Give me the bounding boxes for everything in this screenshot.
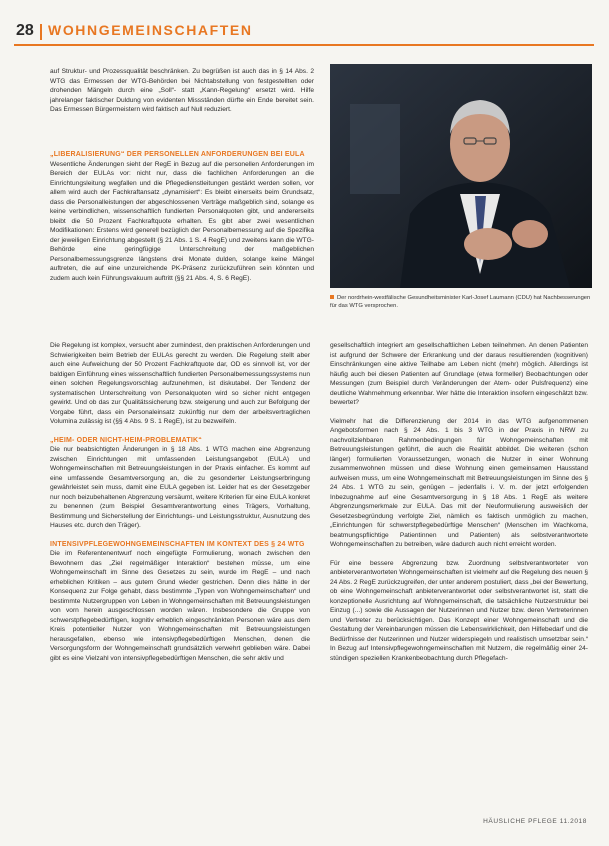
right-paragraph: gesellschaftlich integriert am gesellschaftlichen Leben teilnehmen. An denen Patienten ist aufgrund der Schwere der Erkrankung und der daraus resultierenden (kognitiven) Einschränkungen eine aktive Teilhabe am Leben nicht (mehr) möglich. Allerdings ist häufig auch bei diesen Patienten auf Grundlage (etwa formeller) Beobachtungen oder Messungen (zum Beispiel durch Veränderungen der Atem- oder Pulsfrequenz) eine deutliche Wahrnehmung erkennbar. Wer hätte die Interaktion insofern eingeschätzt bzw. bewertet? (330, 342, 588, 406)
header-divider (40, 24, 42, 40)
intro-paragraph: auf Struktur- und Prozessqualität beschränken. Zu begrüßen ist auch das in § 14 Abs. 2 WTG das Ermessen der WTG-Behörden bei Nichtabstellung von festgestellten oder drohenden Mängeln durch eine „Soll“- statt „Kann-Regelung“ ersetzt wird. Hilfe jahrelanger faktischer Duldung von evidenten Missständen dürfte ein Ende bereitet sein. Das Ermessen Bürgermeistern wird faktisch auf Null reduziert. (50, 68, 314, 113)
right-column (330, 341, 588, 672)
right-paragraph: Für eine bessere Abgrenzung bzw. Zuordnung selbstverantworteter von anbieterverantworteten Wohngemeinschaften ist vielmehr auf die Regelung des neuen § 24 Abs. 2 RegE zurückzugreifen, der unter anderem postuliert, dass „bei der Bewertung, ob eine Wohngemeinschaft anbieterverantwortet oder selbstverantwortet ist, statt die konzeptionelle Ausrichtung auf Wohngemeinschaft, die tatsächliche Nutzerstruktur bei Einzug (...) sowie die Aussagen der Nutzerinnen und Nutzer bzw. deren Vertreterinnen und Vertreter zu berücksichtigen. Das Konzept einer Wohngemeinschaft und die Gestaltung der Vereinbarungen müssen die Lebenswirklichkeit, den Hilfebedarf und die Bedürfnisse der Nutzerinnen und Nutzer widerspiegeln und realistisch umsetzbar sein.“ In Bezug auf Intensivpflegewohngemeinschaften mit Nutzern, die regelmäßig einer 24-stündigen speziellen Krankenbeobachtung durch Pflegefach- (330, 559, 588, 662)
photo-caption (330, 294, 592, 310)
header-rule (14, 44, 594, 46)
caption-text: Der nordrhein-westfälische Gesundheitsminister Karl-Josef Laumann (CDU) hat Nachbesserungen für das WTG versprochen. (330, 295, 591, 309)
minister-photo-illustration (330, 64, 592, 288)
section-heading: „HEIM- ODER NICHT-HEIM-PROBLEMATIK“ (50, 436, 202, 444)
minister-photo (330, 64, 592, 288)
page-header (0, 0, 609, 46)
page-footer: HÄUSLICHE PFLEGE 11.2018 (483, 818, 587, 825)
intro-text-block (50, 67, 314, 124)
section-heading: INTENSIVPFLEGEWOHNGEMEINSCHAFTEN IM KONTEXT DES § 24 WTG (50, 540, 305, 548)
section-heading: „LIBERALISIERUNG“ DER PERSONELLEN ANFORDERUNGEN BEI EULA (50, 151, 305, 158)
left-column (50, 341, 310, 672)
page-number: 28 (16, 22, 34, 39)
left-section-liberalisierung (50, 150, 314, 292)
section-title: WOHNGEMEINSCHAFTEN (48, 22, 253, 38)
left-paragraph: Wesentliche Änderungen sieht der RegE in Bezug auf die personellen Anforderungen im Bereich der EULAs vor: nicht nur, dass die fachlichen Anforderungen an die Einrichtungsleitung wegfallen und die Pflegedienstleitungen gestärkt werden sollen, vor allem wird auch der Fachkraftansatz „dynamisiert“: Es bleibt einerseits beim Grundsatz, dass die Personalleistungen der abgeschlossenen Verträge maßgeblich sind, solange es keine verbindlichen, wissenschaftlich fundierten Personalquoten gibt, und andererseits bleibt die 50 Prozent Fachkraftquote erhalten. Es gibt aber zwei wesentlichen Modifikationen: Erstens wird generell bezüglich der Personalbemessung auf die Spezifika der jeweiligen Einrichtung abgestellt (§ 21 Abs. 1 S. 4 RegE) und zweitens kann die WTG-Behörde eine geringfügige Unterschreitung der maßgeblichen Personalbemessungsgrenze längstens drei Monate dulden, solange keine Mängel auftreten, die auf eine unzureichende PK-Präsenz zurückzuführen sein könnten und zudem auch kein Führungsvakuum auftritt (§§ 21 Abs. 4, S. 6 RegE). (50, 160, 314, 282)
left-paragraph: Die Regelung ist komplex, versucht aber zumindest, den praktischen Anforderungen und Schwierigkeiten beim Betrieb der EULAs gerecht zu werden. Die Regelung stellt aber auch eine Aufweichung der 50 Prozent Fachkraftquote dar, OD es sinnvoll ist, vor der baldigen Einführung eines wissenschaftlich fundierten Personalbemessungssystems nun einen solchen Regelungsvorschlag aufzunehmen, ist diskutabel. Der Tendenz der systematischen Unterschreitung von Personalquoten wird so sicher nicht entgegen gewirkt. Und ob das zur Qualitätssicherung bzw. steigerung und auch zur Befolgung der Vorgabe führt, dass ein Personaleinsatz zukünftig nur dem der arbeitsvertraglichen Volumina zulässig ist (§§ 4 Abs. 9 S. 1 RegE), ist zu bezweifeln. (50, 342, 310, 425)
left-paragraph: Die nur beabsichtigten Änderungen in § 18 Abs. 1 WTG machen eine Abgrenzung zwischen Einrichtungen mit umfassenden Leistungsangebot (EULA) und Wohngemeinschaften mit Betreuungsleistungen in der Praxis einfacher. Es kommt auf eine umfassende Gesamtversorgung an, die zu gesonderter Leistungserbringung gewährleistet sein muss, damit eine EULA gegeben ist. Leider hat es der Gesetzgeber nur noch beizubehaltenen Abgrenzung versäumt, weitere Kriterien für eine EULA konkret zu benennen (zum Beispiel Gesamtverantwortung eines Trägers, Vorhaltung, Bestimmung und Sicherstellung der Einrichtungs- und Leistungsstruktur, Ausnutzung des Hauses etc. durch den Träger). (50, 446, 310, 529)
caption-marker (330, 295, 334, 299)
left-paragraph: Die im Referentenentwurf noch eingefügte Formulierung, wonach zwischen den Bewohnern das „Ziel regelmäßiger Interaktion“ bestehen müsse, um eine Wohngemeinschaft im Sinne des Gesetzes zu sein, wurde im RegE – und nach erheblichen Kritiken – aus gutem Grund wieder gestrichen. Denn dies hätte in der Konsequenz zur Folge gehabt, dass bestimmte „Typen von Wohngemeinschaften“ und bestimmte Nutzergruppen von Leben in Wohngemeinschaften mit Betreuungsleistungen von vorn herein ausgeschlossen worden wären. Insbesondere die Gruppe von schwerstpflegebedürftigen, kognitiv erheblich eingeschränkten Personen wäre aus dem Kreis potentieller Nutzer von Wohngemeinschaften mit Betreuungsleistungen herausgefallen, ebenso wie intensivpflegebedürftigen Menschen, denen die Versorgungsform der Wohngemeinschaft grundsätzlich verwehrt geblieben wäre. Dabei gibt es eine Vielzahl von intensivpflegebedürftigen Menschen, die sehr aktiv und (50, 550, 310, 662)
right-paragraph: Vielmehr hat die Differenzierung der 2014 in das WTG aufgenommenen Angebotsformen nach § 24 Abs. 1 bis 3 WTG in der Praxis in NRW zu nachvollziehbaren Rahmenbedingungen für Wohngemeinschaften mit Betreuungsleistungen geführt, die auch die Realität abbildet. Die weiteren (schon länger) formulierten Voraussetzungen, wonach die Nutzer in einer Wohnung zusammenwohnen müssen und diese Wohnung einen gemeinsamen Hausstand aufweisen muss, um eine Wohngemeinschaft mit Betreuungsleistungen im Sinne des § 24 Abs. 1 WTG zu sein, genügen – jedenfalls i. V. m. der jetzt erfolgenden Inbezugnahme auf eine Gesamtversorgung in § 18 Abs. 1 RegE als weitere Abgrenzungsmerkmale zur EULA. Das mit der Neuformulierung ausweislich der Gesetzesbegründung verfolgte Ziel, nämlich es faktisch unmöglich zu machen, „Einrichtungen für schwerstpflegebedürftige Menschen“ (Menschen im Wachkoma, beatmungspflichtige Patientinnen und Patienten) als selbstverantwortete Wohngemeinschaften zu betreiben, wäre dadurch auch nicht erreicht worden. (330, 417, 588, 548)
